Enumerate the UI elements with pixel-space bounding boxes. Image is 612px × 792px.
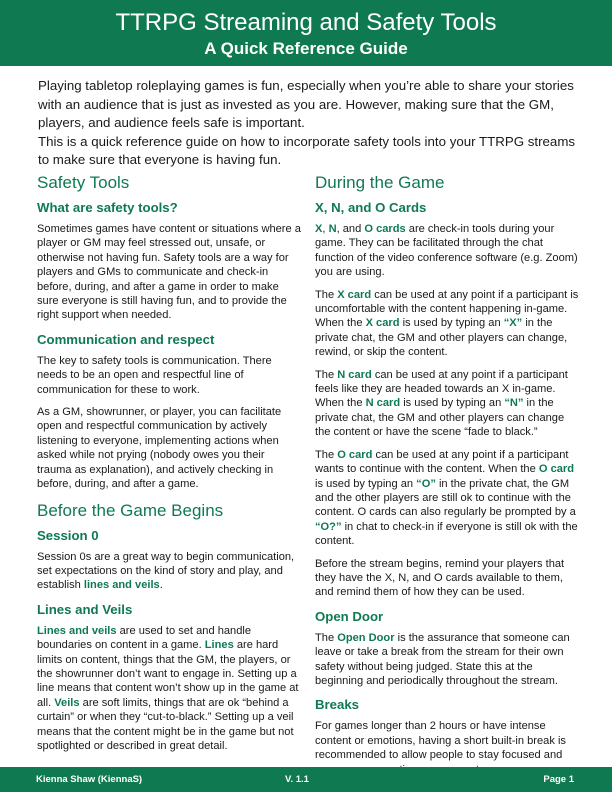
text-run: The	[315, 288, 338, 301]
paragraph	[315, 368, 581, 440]
highlight-term: X	[315, 223, 323, 235]
subheading-breaks: Breaks	[315, 697, 359, 713]
text-run: The	[315, 631, 338, 644]
highlight-term: Open Door	[337, 631, 395, 644]
text-run: in chat to check-in if everyone is still ok with the content.	[315, 520, 578, 548]
subheading-session-0: Session 0	[37, 527, 99, 543]
text-run: The	[315, 368, 338, 381]
highlight-term: “O?”	[315, 520, 342, 533]
text-run: is the assurance that someone can leave or take a break from the stream for their own safety without being judged. State this at the beginning and periodically throughout the stream.	[315, 631, 570, 687]
paragraph	[315, 288, 581, 360]
highlight-term: N	[328, 223, 337, 235]
header-banner	[0, 0, 612, 66]
highlight-term: Veils	[54, 696, 80, 709]
text-run: is used by typing an	[400, 397, 505, 410]
text-run: are used to set and handle boundaries on content in a game.	[37, 624, 252, 652]
subheading-communication: Communication and respect	[37, 331, 215, 347]
paragraph	[315, 448, 581, 549]
highlight-term: N card	[365, 397, 401, 410]
text-run: ,	[322, 223, 329, 235]
paragraph: For games longer than 2 hours or have intense content or emotions, having a short built-in break is recommended to allow people to stay focused and	[315, 720, 566, 762]
text-run: .	[159, 579, 163, 592]
highlight-term: O card	[337, 448, 373, 461]
intro-section	[38, 77, 578, 170]
highlight-term: “N”	[504, 397, 524, 410]
text-run: in the private chat, the GM and other players can change the content or have the scene “fade to black.”	[315, 397, 565, 439]
text-run: The	[315, 448, 338, 461]
text-run: Session 0s are a great way to begin communication, set expectations on the kind of story and play, and establish	[37, 550, 295, 592]
highlight-term: “X”	[503, 317, 523, 330]
paragraph	[37, 550, 301, 593]
highlight-term: “O”	[416, 477, 436, 490]
highlight-term: N card	[337, 368, 372, 381]
text-run: can be used at any point if a participant wants to continue with the content. When the	[315, 448, 569, 476]
text-run: in the private chat, the GM and the other players are still ok to continue with the content. O cards can also regularly be prompted by a	[315, 477, 576, 519]
text-run: are check-in tools during your game. They can be facilitated through the chat function of the video conference software (e.g. Zoom) you are using.	[315, 223, 578, 279]
subheading-open-door: Open Door	[315, 608, 384, 624]
paragraph: As a GM, showrunner, or player, you can facilitate open and respectful communication by actively listening to everyone, implementing actions when asked while not prying (nobody owes you their trauma as explanation), and actively checking in before, during, and after a game.	[37, 406, 282, 491]
subheading-what-are-safety-tools: What are safety tools?	[37, 200, 178, 215]
footer-author: Kienna Shaw (KiennaS)	[36, 774, 143, 785]
paragraph: Sometimes games have content or situations where a player or GM may feel stressed out, unsafe, or otherwise not having fun. Safety tools are a way for players and GMs to communicate and check-in before, during, and after a game in order to make sure everyone is still having fun, and to provide the right support when needed.	[37, 223, 301, 322]
subheading-xno-cards: X, N, and O Cards	[315, 200, 427, 215]
highlight-term: lines and veils	[83, 579, 160, 592]
paragraph	[37, 624, 301, 754]
text-run: is used by typing an	[399, 317, 504, 330]
footer-bar	[0, 767, 612, 792]
subheading-lines-and-veils: Lines and Veils	[37, 601, 133, 617]
right-column	[315, 172, 581, 785]
document-title: TTRPG Streaming and Safety Tools	[115, 9, 497, 36]
text-run: , and	[336, 223, 365, 235]
text-run: are soft limits, things that are ok “behind a curtain” or when they “cut-to-black.” Setting up a veil means that the content might be in the game but not spotlighted or described in great detail.	[37, 696, 294, 752]
text-run: are hard limits on content, things that the GM, the players, or the showrunner don’t want to engage in. Setting up a line means that content won’t show up in the game at all.	[37, 639, 299, 709]
section-heading-before-game: Before the Game Begins	[37, 500, 224, 520]
section-heading-during-game: During the Game	[315, 173, 445, 192]
left-column	[37, 172, 301, 761]
section-heading-safety-tools: Safety Tools	[37, 173, 130, 192]
paragraph: The key to safety tools is communication. There needs to be an open and respectful line of communication for these to work.	[37, 354, 272, 396]
highlight-term: O card	[538, 463, 575, 476]
paragraph: Before the stream begins, remind your players that they have the X, N, and O cards available to them, and remind them of how they can be used.	[315, 557, 565, 599]
highlight-term: Lines	[204, 639, 234, 652]
paragraph	[315, 631, 581, 689]
text-run: can be used at any point if a participant is uncomfortable with the content happening in-game. When the	[315, 288, 579, 330]
highlight-term: Lines and veils	[37, 624, 117, 637]
intro-paragraph: This is a quick reference guide on how to incorporate safety tools into your TTRPG streams to make sure that everyone is having fun.	[38, 133, 576, 168]
text-run: can be used at any point if a participant feels like they are headed towards an X in-game. When the	[315, 368, 568, 410]
text-run: in the private chat, the GM and other players can change, rewind, or skip the content.	[315, 317, 568, 359]
document-subtitle: A Quick Reference Guide	[204, 39, 408, 58]
paragraph	[315, 222, 581, 280]
footer-version: V. 1.1	[285, 774, 309, 785]
footer-page-number: Page 1	[543, 774, 574, 785]
text-run: is used by typing an	[315, 477, 417, 490]
highlight-term: X card	[337, 288, 372, 301]
highlight-term: X card	[365, 317, 400, 330]
intro-paragraph: Playing tabletop roleplaying games is fun, especially when you’re able to share your stories with an audience that is just as invested as you are. However, making sure that the GM, players, and audience feels safe is important.	[38, 78, 574, 131]
highlight-term: O cards	[364, 223, 406, 235]
